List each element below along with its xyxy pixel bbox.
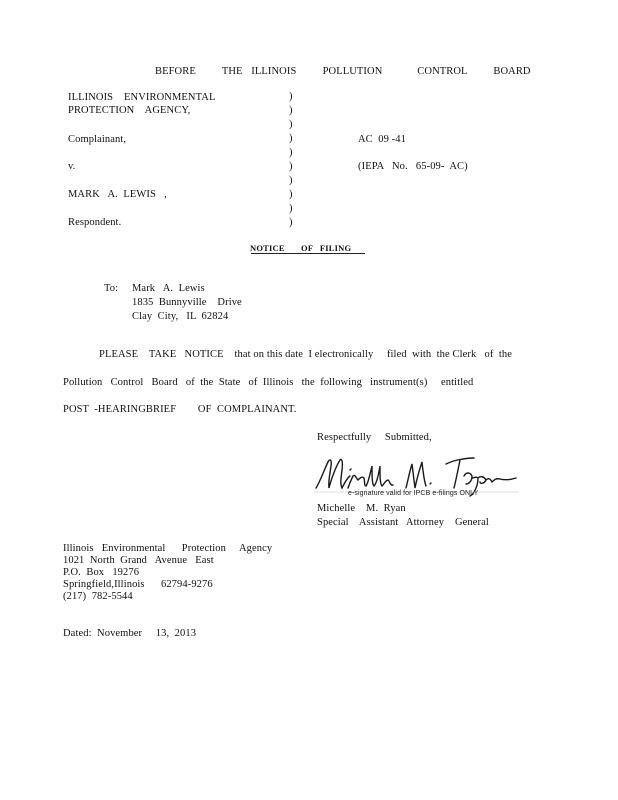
respondent-name: MARK A. LEWIS , [68,189,167,200]
versus-label: v. [68,161,76,172]
to-label: To: [104,283,119,294]
caption-paren: ) [289,189,293,200]
recipient-name: Mark A. Lewis [132,283,205,294]
caption-paren: ) [289,147,293,158]
caption-paren: ) [289,133,293,144]
esignature-note: e-signature valid for IPCB e-filings ONLY [348,490,479,497]
heading-underline [251,253,365,254]
caption-paren: ) [289,119,293,130]
caption-paren: ) [289,203,293,214]
caption-paren: ) [289,161,293,172]
iepa-number: (IEPA No. 65-09- AC) [358,161,468,172]
caption-paren: ) [289,91,293,102]
respondent-role: Respondent. [68,217,122,228]
agency-address-line2: 1021 North Grand Avenue East [63,555,214,566]
complainant-name-line1: ILLINOIS ENVIRONMENTAL [68,92,216,103]
caption-paren: ) [289,105,293,116]
agency-address-line4: Springfield,Illinois 62794-9276 [63,579,213,590]
complainant-role: Complainant, [68,134,127,145]
document-title: POST -HEARINGBRIEF OF COMPLAINANT. [63,404,297,415]
recipient-street: 1835 Bunnyville Drive [132,297,242,308]
complainant-name-line2: PROTECTION AGENCY, [68,105,191,116]
agency-address-line3: P.O. Box 19276 [63,567,140,578]
closing-phrase: Respectfully Submitted, [317,432,432,443]
notice-body-line2: Pollution Control Board of the State of Illinois the following instrument(s) entitled [63,377,474,388]
agency-address-line5: (217) 782-5544 [63,591,133,602]
recipient-city: Clay City, IL 62824 [132,311,229,322]
notice-of-filing-heading: NOTICE OF FILING [250,243,352,253]
case-number: AC 09 -41 [358,134,406,145]
agency-address-line1: Illinois Environmental Protection Agency [63,543,273,554]
dated-line: Dated: November 13, 2013 [63,628,197,639]
signer-title: Special Assistant Attorney General [317,517,489,528]
notice-body-line1: PLEASE TAKE NOTICE that on this date I electronically filed with the Clerk of the [99,349,513,360]
caption-paren: ) [289,217,293,228]
caption-paren: ) [289,175,293,186]
signer-name: Michelle M. Ryan [317,503,406,514]
board-title: BEFORE THE ILLINOIS POLLUTION CONTROL BOARD [155,66,531,77]
